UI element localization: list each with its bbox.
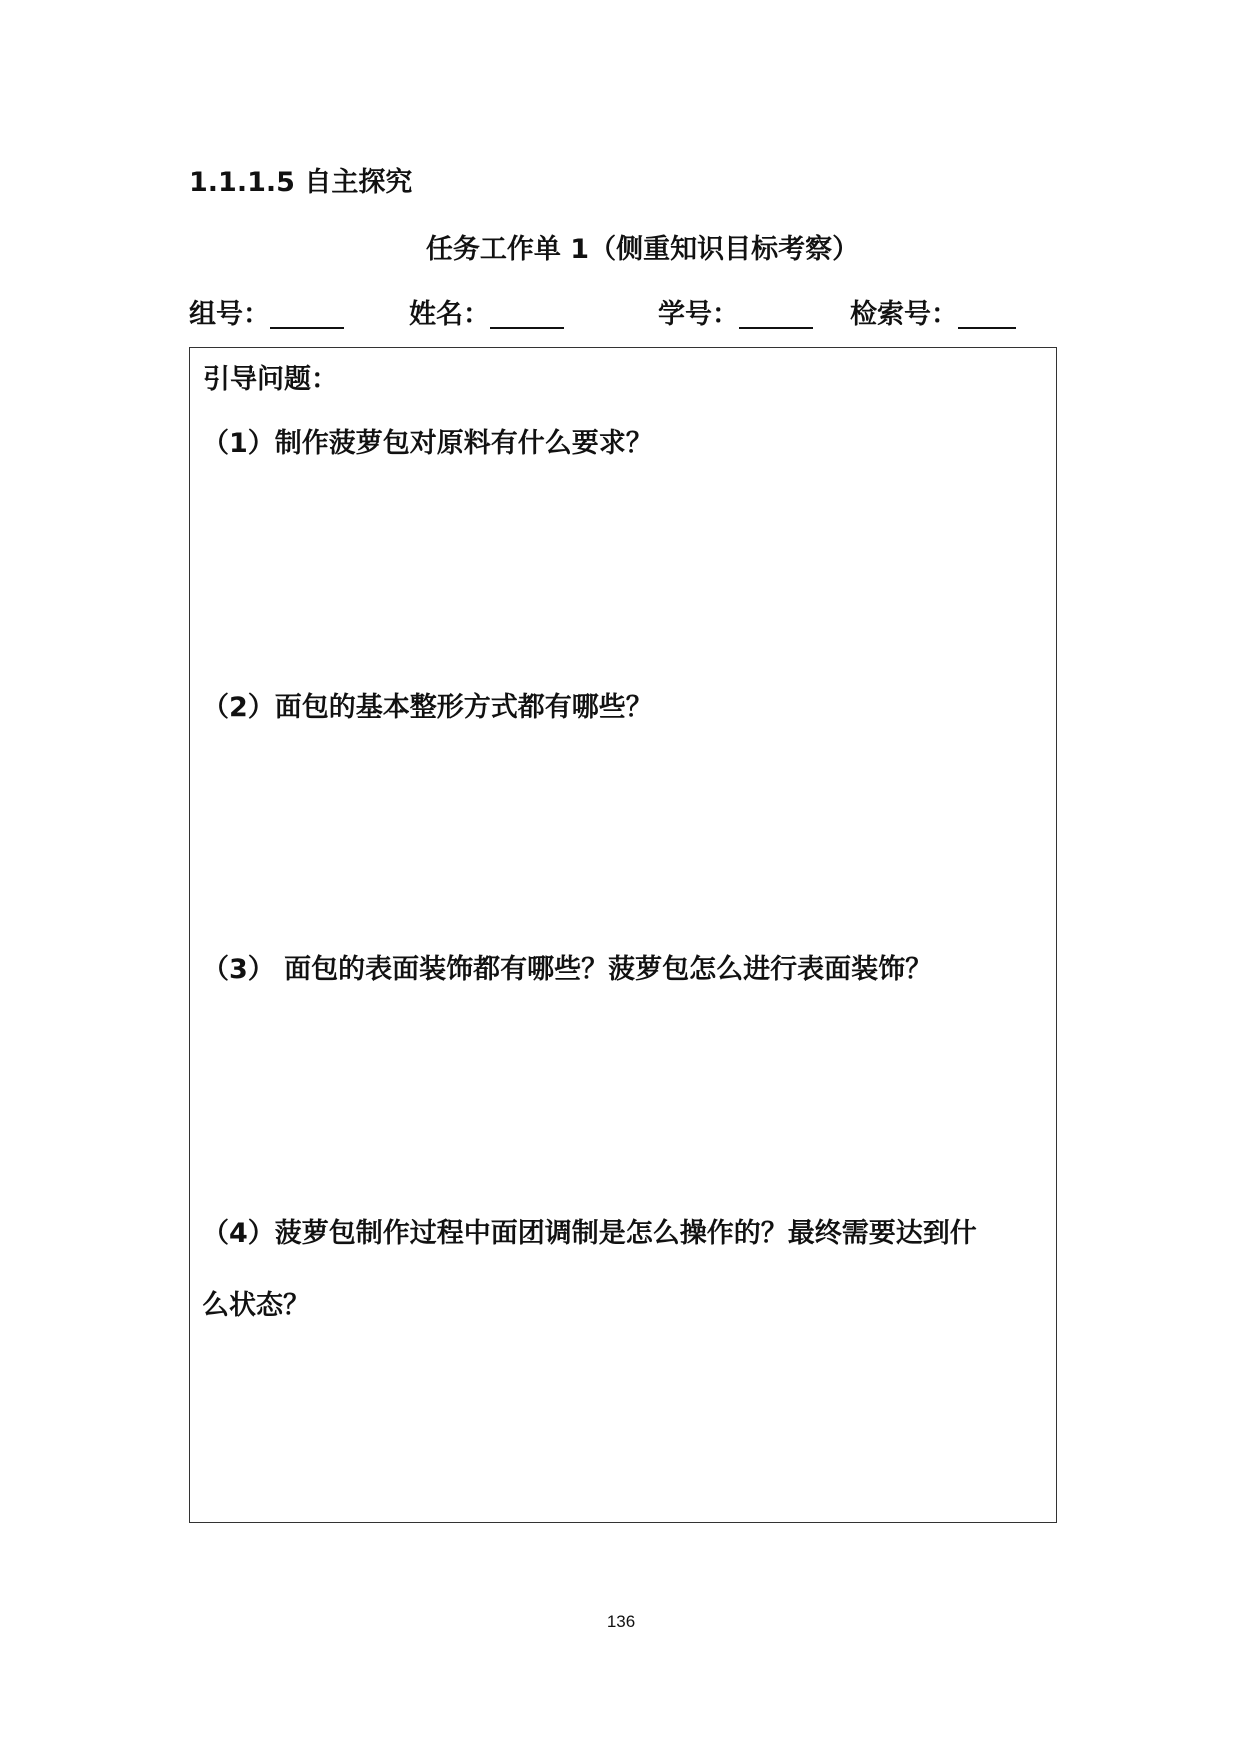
student-id-blank <box>739 295 813 329</box>
name-field <box>409 295 564 335</box>
question-3 <box>202 950 1042 990</box>
group-number-field <box>189 295 344 335</box>
question-answer-box <box>189 347 1057 1523</box>
student-info-row <box>189 295 1069 337</box>
question-4-line-2: 么状态？ <box>202 1290 310 1321</box>
group-number-label: 组号： <box>189 299 270 330</box>
guide-questions-label: 引导问题： <box>203 364 338 395</box>
section-heading: 1.1.1.5 自主探究 <box>189 167 413 198</box>
index-number-label: 检索号： <box>850 299 958 330</box>
question-1 <box>202 424 1042 464</box>
index-number-blank <box>958 295 1016 329</box>
question-1-line-1: （1）制作菠萝包对原料有什么要求？ <box>202 428 653 459</box>
question-4 <box>202 1214 1042 1326</box>
index-number-field <box>850 295 1016 335</box>
student-id-field <box>658 295 813 335</box>
question-4-line-1: （4）菠萝包制作过程中面团调制是怎么操作的？最终需要达到什 <box>202 1218 977 1249</box>
student-id-label: 学号： <box>658 299 739 330</box>
name-blank <box>490 295 564 329</box>
question-3-line-1: （3） 面包的表面装饰都有哪些？菠萝包怎么进行表面装饰？ <box>202 954 933 985</box>
group-number-blank <box>270 295 344 329</box>
worksheet-title: 任务工作单 1（侧重知识目标考察） <box>425 234 860 265</box>
question-2 <box>202 688 1042 728</box>
name-label: 姓名： <box>409 299 490 330</box>
question-2-line-1: （2）面包的基本整形方式都有哪些？ <box>202 692 653 723</box>
page-number: 136 <box>606 1612 636 1631</box>
